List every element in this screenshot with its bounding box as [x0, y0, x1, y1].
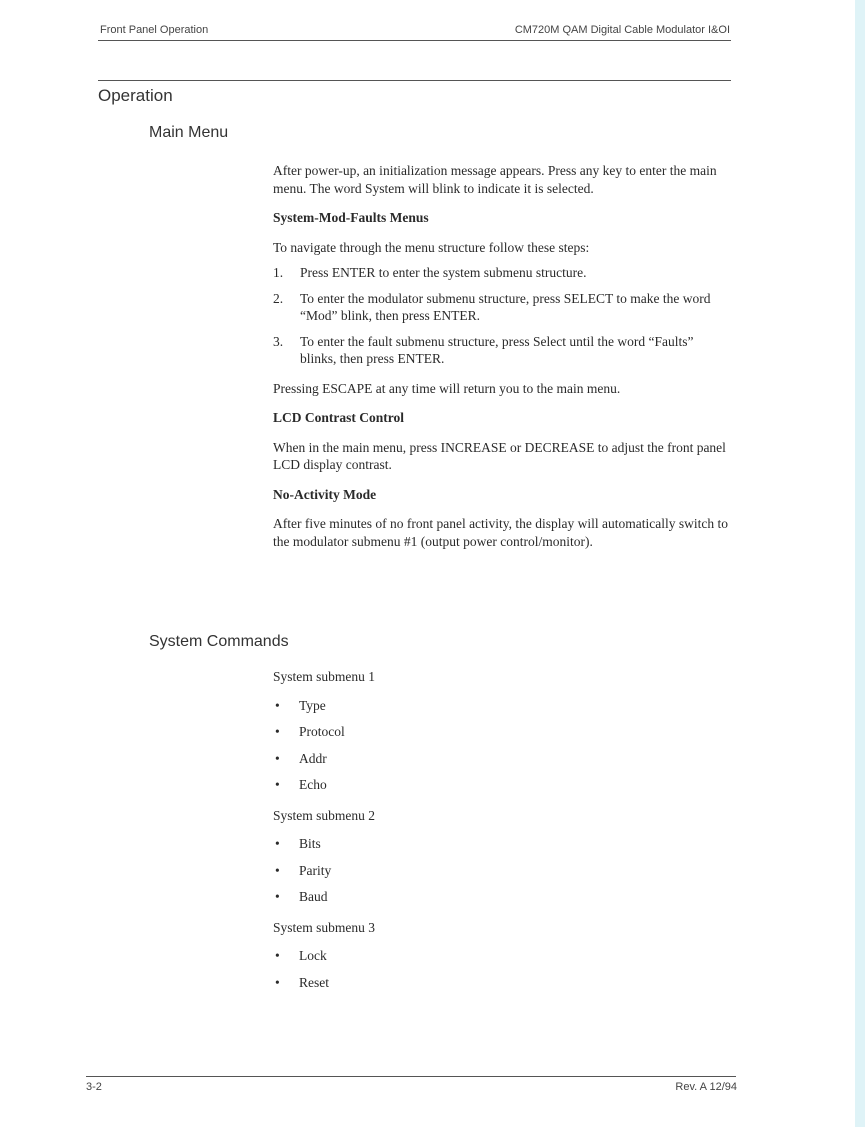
smf-intro: To navigate through the menu structure follow these steps:: [273, 239, 590, 255]
list-item: [273, 750, 733, 768]
page-number: 3-2: [86, 1081, 102, 1093]
bullet-icon: •: [275, 889, 280, 904]
no-activity-text: After five minutes of no front panel activity, the display will automatically switch to the modulator submenu #1 (output power control/monitor).: [273, 516, 729, 549]
step-text: To enter the fault submenu structure, press Select until the word “Faults” blinks, then press ENTER.: [300, 333, 694, 366]
list-item-label: Lock: [299, 948, 327, 963]
bullet-icon: •: [275, 862, 280, 878]
page-edge: [855, 0, 865, 1127]
section-title: Operation: [98, 86, 173, 105]
bullet-icon: •: [275, 836, 280, 851]
list-item: [273, 776, 733, 794]
bullet-icon: •: [275, 697, 280, 713]
step-number: 1.: [273, 265, 284, 280]
list-item: [273, 947, 733, 965]
step-number: 2.: [273, 290, 284, 306]
submenu-title: System submenu 3: [273, 919, 376, 935]
lcd-heading: LCD Contrast Control: [273, 410, 404, 425]
revision-label: Rev. A 12/94: [675, 1081, 737, 1093]
step-item: [273, 290, 733, 325]
list-item: [273, 723, 733, 741]
bullet-icon: •: [275, 724, 280, 739]
header-rule: [98, 40, 731, 41]
bullet-icon: •: [275, 750, 280, 766]
list-item: [273, 888, 733, 906]
submenu-title: System submenu 1: [273, 669, 376, 684]
header-right: CM720M QAM Digital Cable Modulator I&OI: [514, 24, 730, 36]
list-item-label: Addr: [299, 750, 327, 766]
list-item-label: Reset: [299, 974, 329, 990]
footer-rule: [86, 1076, 736, 1077]
system-commands-heading: System Commands: [149, 633, 289, 650]
list-item-label: Echo: [299, 777, 327, 792]
step-text: Press ENTER to enter the system submenu structure.: [300, 265, 587, 280]
lcd-text: When in the main menu, press INCREASE or DECREASE to adjust the front panel LCD display contrast.: [273, 439, 726, 472]
step-item: [273, 333, 733, 368]
list-item: [273, 835, 733, 853]
section-rule: [98, 80, 731, 81]
list-item-label: Protocol: [299, 724, 345, 739]
list-item: [273, 697, 733, 715]
step-item: [273, 264, 733, 282]
system-commands-body: [273, 668, 733, 1000]
escape-note: Pressing ESCAPE at any time will return you to the main menu.: [273, 380, 621, 396]
main-menu-body: [273, 162, 733, 562]
list-item: [273, 974, 733, 992]
step-text: To enter the modulator submenu structure, press SELECT to make the word “Mod” blink, then press ENTER.: [300, 290, 711, 323]
header-left: Front Panel Operation: [100, 24, 209, 36]
list-item: [273, 862, 733, 880]
smf-heading: System-Mod-Faults Menus: [273, 210, 429, 225]
bullet-icon: •: [275, 777, 280, 792]
main-menu-intro: After power-up, an initialization message appears. Press any key to enter the main menu. The word System will blink to indicate it is selected.: [273, 163, 717, 196]
list-item-label: Type: [299, 697, 326, 713]
main-menu-heading: Main Menu: [149, 124, 229, 141]
no-activity-heading: No-Activity Mode: [273, 486, 377, 502]
bullet-icon: •: [275, 974, 280, 990]
submenu-title: System submenu 2: [273, 807, 376, 823]
bullet-icon: •: [275, 948, 280, 963]
step-number: 3.: [273, 333, 284, 349]
list-item-label: Bits: [299, 836, 321, 851]
list-item-label: Parity: [299, 862, 332, 878]
list-item-label: Baud: [299, 889, 328, 904]
